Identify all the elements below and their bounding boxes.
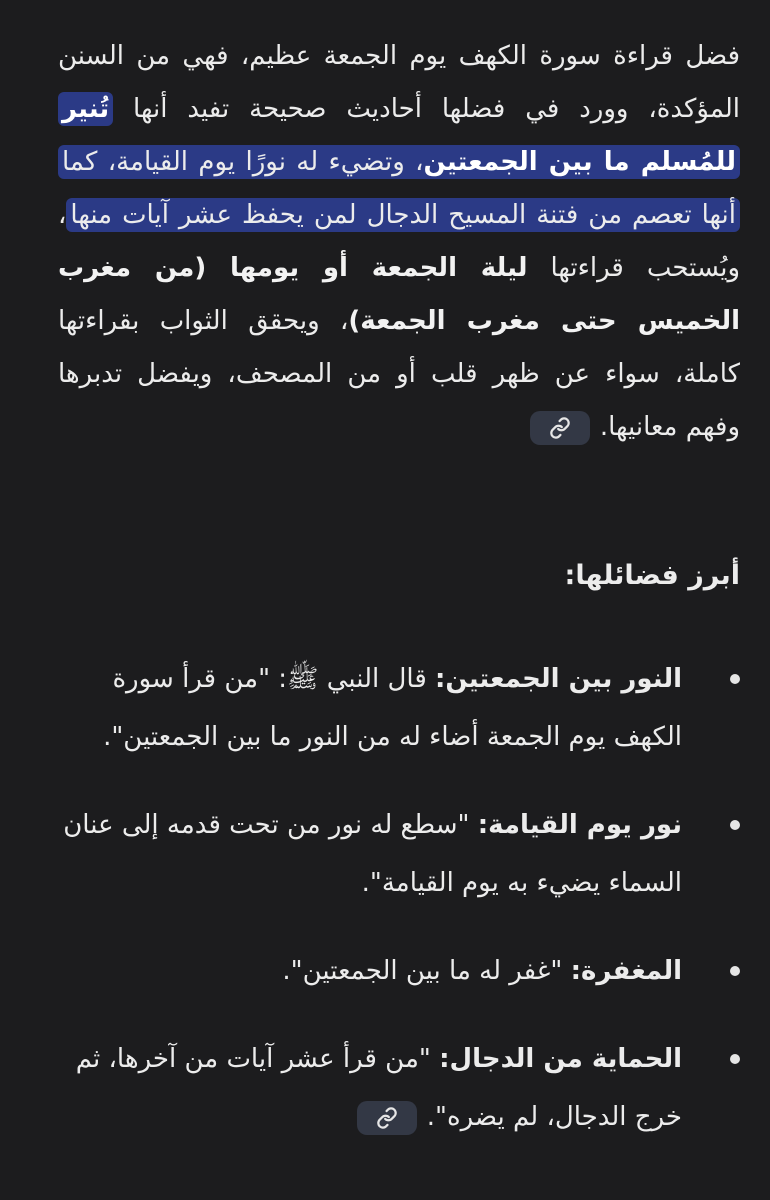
list-item-title: الحماية من الدجال: <box>439 1044 682 1074</box>
intro-text-2: ، ويُستحب قراءتها <box>58 200 740 283</box>
list-item-text: "غفر له ما بين الجمعتين". <box>282 956 571 986</box>
list-item-title: النور بين الجمعتين: <box>435 664 682 694</box>
intro-text-1: فضل قراءة سورة الكهف يوم الجمعة عظيم، فهي من السنن المؤكدة، وورد في فضلها أحاديث صحيحة تفيد أنها <box>58 41 740 124</box>
highlight-bold-text: تُنير للمُسلم ما بين الجمعتين <box>62 94 736 177</box>
list-item <box>40 796 740 912</box>
link-icon <box>376 1107 398 1129</box>
bullet-dot <box>730 820 740 830</box>
bullet-dot <box>730 1054 740 1064</box>
list-item-text: قال النبي ﷺ: "من قرأ سورة الكهف يوم الجمعة أضاء له من النور ما بين الجمعتين". <box>103 664 682 752</box>
list-item-text: "من قرأ عشر آيات من آخرها، ثم خرج الدجال، لم يضره". <box>75 1044 682 1132</box>
list-item <box>40 1030 740 1146</box>
timing-bold-text: ليلة الجمعة أو يومها (من مغرب الخميس حتى مغرب الجمعة) <box>58 253 740 336</box>
bullet-dot <box>730 674 740 684</box>
list-item-title: نور يوم القيامة: <box>477 810 682 840</box>
link-icon <box>549 417 571 439</box>
list-item <box>40 650 740 766</box>
intro-text-3: ، ويحقق الثواب بقراءتها كاملة، سواء عن ظهر قلب أو من المصحف، ويفضل تدبرها وفهم معانيها. <box>58 306 740 442</box>
list-item-text: "سطع له نور من تحت قدمه إلى عنان السماء يضيء به يوم القيامة". <box>63 810 682 898</box>
answer-body <box>58 30 740 454</box>
list-item <box>40 942 740 1000</box>
bullet-dot <box>730 966 740 976</box>
intro-paragraph <box>58 30 740 454</box>
virtues-list <box>40 650 740 1176</box>
source-link-button[interactable] <box>357 1101 417 1135</box>
source-link-button[interactable] <box>530 411 590 445</box>
list-item-title: المغفرة: <box>570 956 682 986</box>
section-heading: أبرز فضائلها: <box>564 560 740 591</box>
highlight-text: ، وتضيء له نورًا يوم القيامة، كما أنها تعصم من فتنة المسيح الدجال لمن يحفظ عشر آيات منها <box>62 147 736 230</box>
